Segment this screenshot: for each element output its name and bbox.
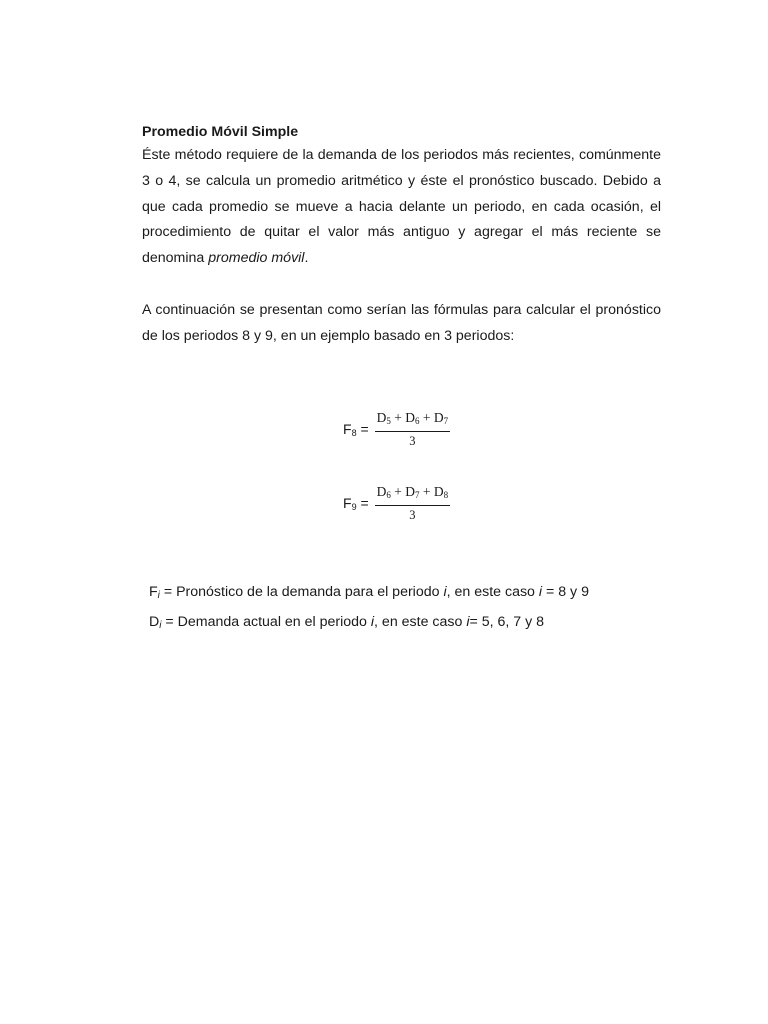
definition-var: D [149, 614, 160, 630]
plus-sign: + [394, 410, 402, 425]
definition-italic: i [466, 614, 470, 630]
formula-lhs-sub: 9 [351, 502, 357, 512]
definition-text: = 8 y 9 [542, 584, 589, 600]
term-sub: 7 [415, 490, 420, 500]
term-sub: 6 [415, 416, 420, 426]
definition-fi [149, 579, 589, 609]
definition-italic: i [443, 584, 447, 600]
term-var: D [405, 410, 416, 425]
formula-lhs-var: F [343, 421, 352, 437]
formula-denominator: 3 [409, 508, 416, 522]
term-var: D [433, 484, 444, 499]
italic-term: promedio móvil [208, 250, 305, 267]
paragraph-intro [142, 143, 661, 272]
paragraph-intro-end: . [304, 250, 309, 267]
term-var: D [376, 410, 387, 425]
definition-di [149, 609, 589, 639]
definition-text: , en este caso [446, 584, 539, 600]
formula-f9 [343, 484, 450, 523]
paragraph-intro-text: Éste método requiere de la demanda de los periodos más recientes, comúnmente 3 o 4, se calcula un promedio aritmético y éste el pronóstico buscado. Debido a que cada promedio se mueve a hacia delante un periodo, en cada ocasión, el procedimiento de quitar el valor más antiguo y agregar el más reciente se denomina [142, 147, 661, 267]
definition-text: = 5, 6, 7 y 8 [469, 614, 545, 630]
variable-definitions [149, 579, 589, 639]
definition-text: = Demanda actual en el periodo [161, 614, 371, 630]
term-var: D [376, 484, 387, 499]
plus-sign: + [422, 410, 431, 425]
formula-numerator [375, 484, 451, 506]
formula-fraction [375, 484, 451, 523]
definition-italic: i [538, 584, 543, 600]
formula-f8 [343, 410, 450, 449]
formula-equals: = [360, 495, 369, 511]
formula-lhs [343, 421, 369, 438]
formula-lhs [343, 495, 369, 512]
plus-sign: + [394, 484, 402, 499]
document-body [142, 121, 661, 349]
definition-var: F [149, 584, 158, 600]
plus-sign: + [422, 484, 431, 499]
formula-lhs-var: F [343, 495, 352, 511]
formula-lhs-sub: 8 [351, 428, 357, 438]
section-heading: Promedio Móvil Simple [142, 124, 299, 140]
definition-sub: i [157, 590, 160, 601]
term-var: D [433, 410, 444, 425]
term-var: D [405, 484, 416, 499]
definition-text: = Pronóstico de la demanda para el periodo [159, 584, 444, 600]
formula-equals: = [360, 421, 369, 437]
formula-denominator: 3 [409, 434, 416, 448]
definition-text: , en este caso [374, 614, 467, 630]
definition-italic: i [370, 614, 375, 630]
term-sub: 8 [443, 490, 449, 500]
term-sub: 7 [443, 416, 449, 426]
formula-fraction [375, 410, 451, 449]
paragraph-formulas-intro: A continuación se presentan como serían las fórmulas para calcular el pronóstico de los periodos 8 y 9, en un ejemplo basado en 3 periodos: [142, 301, 661, 344]
term-sub: 5 [386, 416, 391, 426]
definition-sub: i [159, 620, 162, 631]
term-sub: 6 [386, 490, 391, 500]
formula-numerator [375, 410, 451, 432]
